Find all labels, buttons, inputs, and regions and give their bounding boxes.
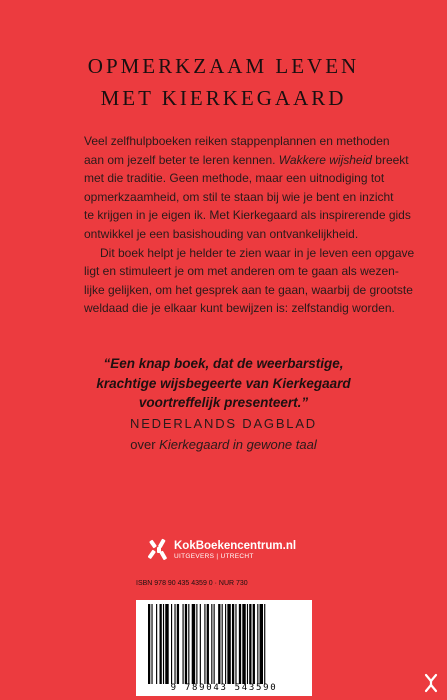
quote-line-1: “Een knap boek, dat de weerbarstige,: [103, 356, 344, 371]
blurb-line: met die traditie. Geen methode, maar een uitnodiging tot: [84, 171, 385, 186]
title-line-1: OPMERKZAAM LEVEN: [87, 54, 360, 78]
blurb-line: Dit boek helpt je helder te zien waar in je leven een opgave: [100, 245, 415, 260]
blurb-line: [84, 151, 409, 170]
blurb-line: ontwikkel je een basishouding van ontvankelijkheid.: [84, 226, 359, 241]
barcode-bar: [160, 604, 162, 684]
isbn-text: ISBN 978 90 435 4359 0 · NUR 730: [136, 580, 248, 587]
barcode-bar: [183, 604, 184, 684]
blurb: [84, 132, 415, 318]
barcode-bar: [148, 604, 150, 684]
barcode: [136, 600, 312, 696]
barcode-bars: [136, 600, 312, 686]
source-prefix: over: [130, 437, 160, 452]
blurb-line: weldaad die je elkaar kunt bewijzen is: zelfstandig worden.: [84, 301, 395, 316]
barcode-bar: [214, 604, 215, 684]
barcode-bar: [218, 604, 220, 684]
barcode-bar: [225, 604, 226, 684]
barcode-bar: [200, 604, 201, 684]
barcode-bar: [232, 604, 234, 684]
publisher-text: [174, 540, 296, 560]
barcode-bar: [192, 604, 195, 684]
barcode-bar: [151, 604, 152, 684]
publisher-logo: [148, 538, 296, 562]
blurb-line: te krijgen in je eigen ik. Met Kierkegaard als inspirerende gids: [84, 208, 411, 223]
barcode-bar: [247, 604, 248, 684]
barcode-bar: [253, 604, 255, 684]
barcode-bar: [185, 604, 187, 684]
barcode-bar: [171, 604, 172, 684]
blurb-line: lijke gelijken, om het gesprek aan te gaan, waarbij de grootste: [84, 282, 413, 297]
barcode-number: 9 789043 543590: [170, 683, 278, 693]
barcode-bar: [163, 604, 164, 684]
quote-line-2: krachtige wijsbegeerte van Kierkegaard: [96, 375, 351, 391]
quote-source: NEDERLANDS DAGBLAD: [130, 416, 317, 431]
barcode-bar: [222, 604, 223, 684]
publisher-name: KokBoekencentrum.nl: [174, 540, 297, 552]
quote-source-work: [0, 437, 447, 452]
quote-line-3: voortreffelijk presenteert.”: [138, 395, 309, 410]
barcode-bar: [242, 604, 245, 684]
blurb-text: aan om jezelf beter te leren kennen.: [84, 152, 279, 167]
blurb-line: ligt en stimuleert je om met anderen om te gaan als wezen-: [84, 264, 399, 279]
barcode-bar: [174, 604, 175, 684]
barcode-bar: [165, 604, 168, 684]
barcode-bar: [188, 604, 189, 684]
barcode-bar: [196, 604, 197, 684]
review-quote: [0, 354, 447, 413]
source-work-title: Kierkegaard in gewone taal: [159, 437, 317, 452]
barcode-bar: [156, 604, 157, 684]
barcode-bar: [264, 604, 265, 684]
title-line-2: MET KIERKEGAARD: [100, 86, 347, 110]
publisher-location: UITGEVERS | UTRECHT: [174, 553, 254, 560]
barcode-bar: [227, 604, 230, 684]
book-title-italic: Wakkere wijsheid: [278, 152, 372, 167]
blurb-text: breekt: [371, 152, 409, 167]
blurb-line: Veel zelfhulpboeken reiken stappenplannen en methoden: [84, 134, 390, 148]
page-title: [0, 50, 447, 114]
barcode-bar: [177, 604, 179, 684]
barcode-bar: [207, 604, 209, 684]
barcode-bar: [260, 604, 263, 684]
barcode-bar: [204, 604, 205, 684]
barcode-bar: [257, 604, 258, 684]
kokboekencentrum-logo-icon: [148, 538, 170, 562]
barcode-bar: [235, 604, 236, 684]
barcode-bar: [211, 604, 212, 684]
publisher-corner-mark-icon: [423, 672, 439, 694]
barcode-bar: [249, 604, 251, 684]
blurb-line: opmerkzaamheid, om stil te staan bij wie je bent en inzicht: [84, 189, 394, 204]
barcode-bar: [239, 604, 241, 684]
